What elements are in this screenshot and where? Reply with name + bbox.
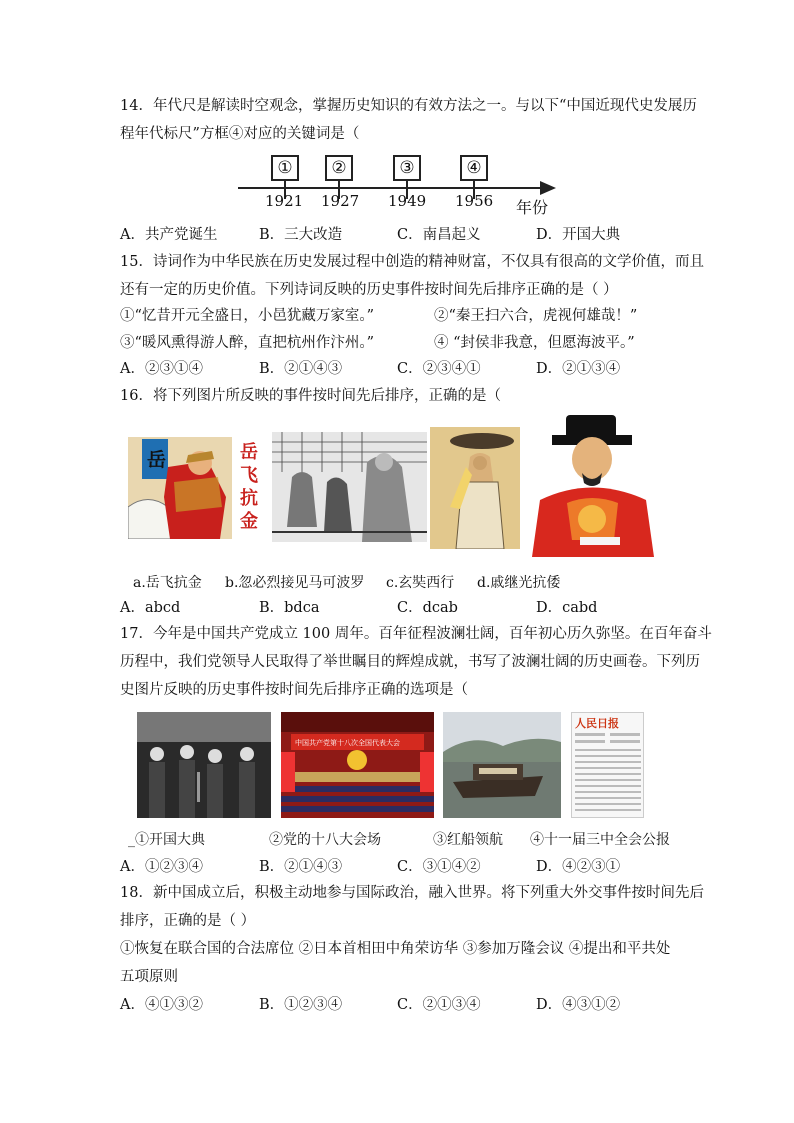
newspaper-masthead: 人民日报 [575, 717, 619, 730]
timeline-box-4: ④ [460, 155, 488, 181]
third-plenum-newspaper-image [571, 712, 644, 818]
q17-caption-2: ②党的十八大会场 [269, 832, 381, 848]
q14-option-c: C．南昌起义 [397, 227, 481, 243]
q14-stem-line2: 程年代标尺”方框④对应的关键词是（ [120, 126, 360, 142]
q17-caption-4: ④十一届三中全会公报 [530, 832, 670, 848]
qi-jiguang-illustration [522, 415, 663, 557]
q16-option-a: A．abcd [120, 600, 181, 616]
q15-poem-3: ③“暖风熏得游人醉，直把杭州作汴州。” [120, 335, 375, 351]
timeline-year-3: 1949 [388, 192, 427, 210]
q18-option-b: B．①②③④ [259, 997, 343, 1013]
poster-flag-char: 岳 [147, 449, 167, 471]
q16-caption-c: c.玄奘西行 [386, 575, 455, 591]
q14-option-a: A．共产党诞生 [120, 227, 218, 243]
founding-ceremony-photo [137, 712, 271, 818]
q17-option-c: C．③①④② [397, 859, 481, 875]
kublai-marco-polo-image [272, 432, 427, 542]
xuanzang-image [430, 427, 520, 549]
q15-option-a: A．②③①④ [120, 361, 203, 377]
timeline-box-1: ① [271, 155, 299, 181]
timeline-box-2: ② [325, 155, 353, 181]
q18-option-c: C．②①③④ [397, 997, 481, 1013]
q15-option-b: B．②①④③ [259, 361, 343, 377]
q15-poem-2: ②“秦王扫六合，虎视何雄哉！” [434, 308, 638, 324]
q16-caption-d: d.戚继光抗倭 [477, 575, 561, 591]
q18-option-a: A．④①③② [120, 997, 203, 1013]
q16-option-d: D．cabd [536, 600, 598, 616]
timeline-box-3: ③ [393, 155, 421, 181]
timeline-arrowhead [540, 181, 556, 195]
q15-stem-line1: 15．诗词作为中华民族在历史发展过程中创造的精神财富，不仅具有很高的文学价值，而且 [120, 254, 704, 270]
q17-option-a: A．①②③④ [120, 859, 203, 875]
q18-stem-line1: 18．新中国成立后，积极主动地参与国际政治，融入世界。将下列重大外交事件按时间先后 [120, 885, 704, 901]
q18-option-d: D．④③①② [536, 997, 621, 1013]
q14-option-b: B．三大改造 [259, 227, 343, 243]
q15-poem-1: ①“忆昔开元全盛日，小邑犹藏万家室。” [120, 308, 375, 324]
xuanzang-illustration [430, 427, 520, 549]
q16-option-b: B．bdca [259, 600, 320, 616]
q15-option-c: C．②③④① [397, 361, 481, 377]
q15-stem-line2: 还有一定的历史价值。下列诗词反映的历史事件按时间先后排序正确的是（ ） [120, 282, 618, 298]
q17-stem-line3: 史图片反映的历史事件按时间先后排序正确的选项是（ [120, 682, 468, 698]
congress-hall-illustration [281, 712, 434, 818]
q17-option-b: B．②①④③ [259, 859, 343, 875]
red-boat-illustration [443, 712, 561, 818]
timeline-year-1: 1921 [265, 192, 304, 210]
q16-caption-b: b.忽必烈接见马可波罗 [225, 575, 365, 591]
congress-banner-text: 中国共产党第十八次全国代表大会 [295, 739, 400, 747]
q14-stem-line1: 14．年代尺是解读时空观念，掌握历史知识的有效方法之一。与以下“中国近现代史发展历 [120, 98, 697, 114]
timeline-year-2: 1927 [321, 192, 360, 210]
q17-caption-3: ③红船领航 [433, 832, 503, 848]
q16-option-c: C．dcab [397, 600, 458, 616]
q17-stem-line2: 历程中，我们党领导人民取得了举世瞩目的辉煌成就，书写了波澜壮阔的历史画卷。下列历 [120, 654, 700, 670]
q18-items-line: ①恢复在联合国的合法席位 ②日本首相田中角荣访华 ③参加万隆会议 ④提出和平共处 [120, 941, 671, 957]
q15-option-d: D．②①③④ [536, 361, 621, 377]
q17-caption-1: _①开国大典 [128, 832, 205, 848]
q16-stem-line1: 16．将下列图片所反映的事件按时间先后排序，正确的是（ [120, 388, 501, 404]
q17-stem-line1: 17．今年是中国共产党成立 100 周年。百年征程波澜壮阔，百年初心历久弥坚。在百年奋斗 [120, 626, 712, 642]
yue-fei-poster-image [128, 437, 268, 539]
engraving-illustration [272, 432, 427, 542]
q16-caption-a: a.岳飞抗金 [133, 575, 202, 591]
poster-title: 岳飞抗金 [240, 442, 258, 532]
q14-option-d: D．开国大典 [536, 227, 621, 243]
timeline-year-4: 1956 [455, 192, 494, 210]
q18-items-line-cont: 五项原则 [120, 969, 178, 985]
red-boat-photo [443, 712, 561, 818]
q18-stem-line2: 排序，正确的是（ ） [120, 913, 256, 929]
timeline-axis-label: 年份 [516, 198, 549, 217]
q15-poem-4: ④ “封侯非我意，但愿海波平。” [434, 335, 635, 351]
q17-option-d: D．④②③① [536, 859, 621, 875]
eighteenth-congress-photo [281, 712, 434, 818]
founding-ceremony-illustration [137, 712, 271, 818]
qi-jiguang-image [522, 415, 663, 557]
